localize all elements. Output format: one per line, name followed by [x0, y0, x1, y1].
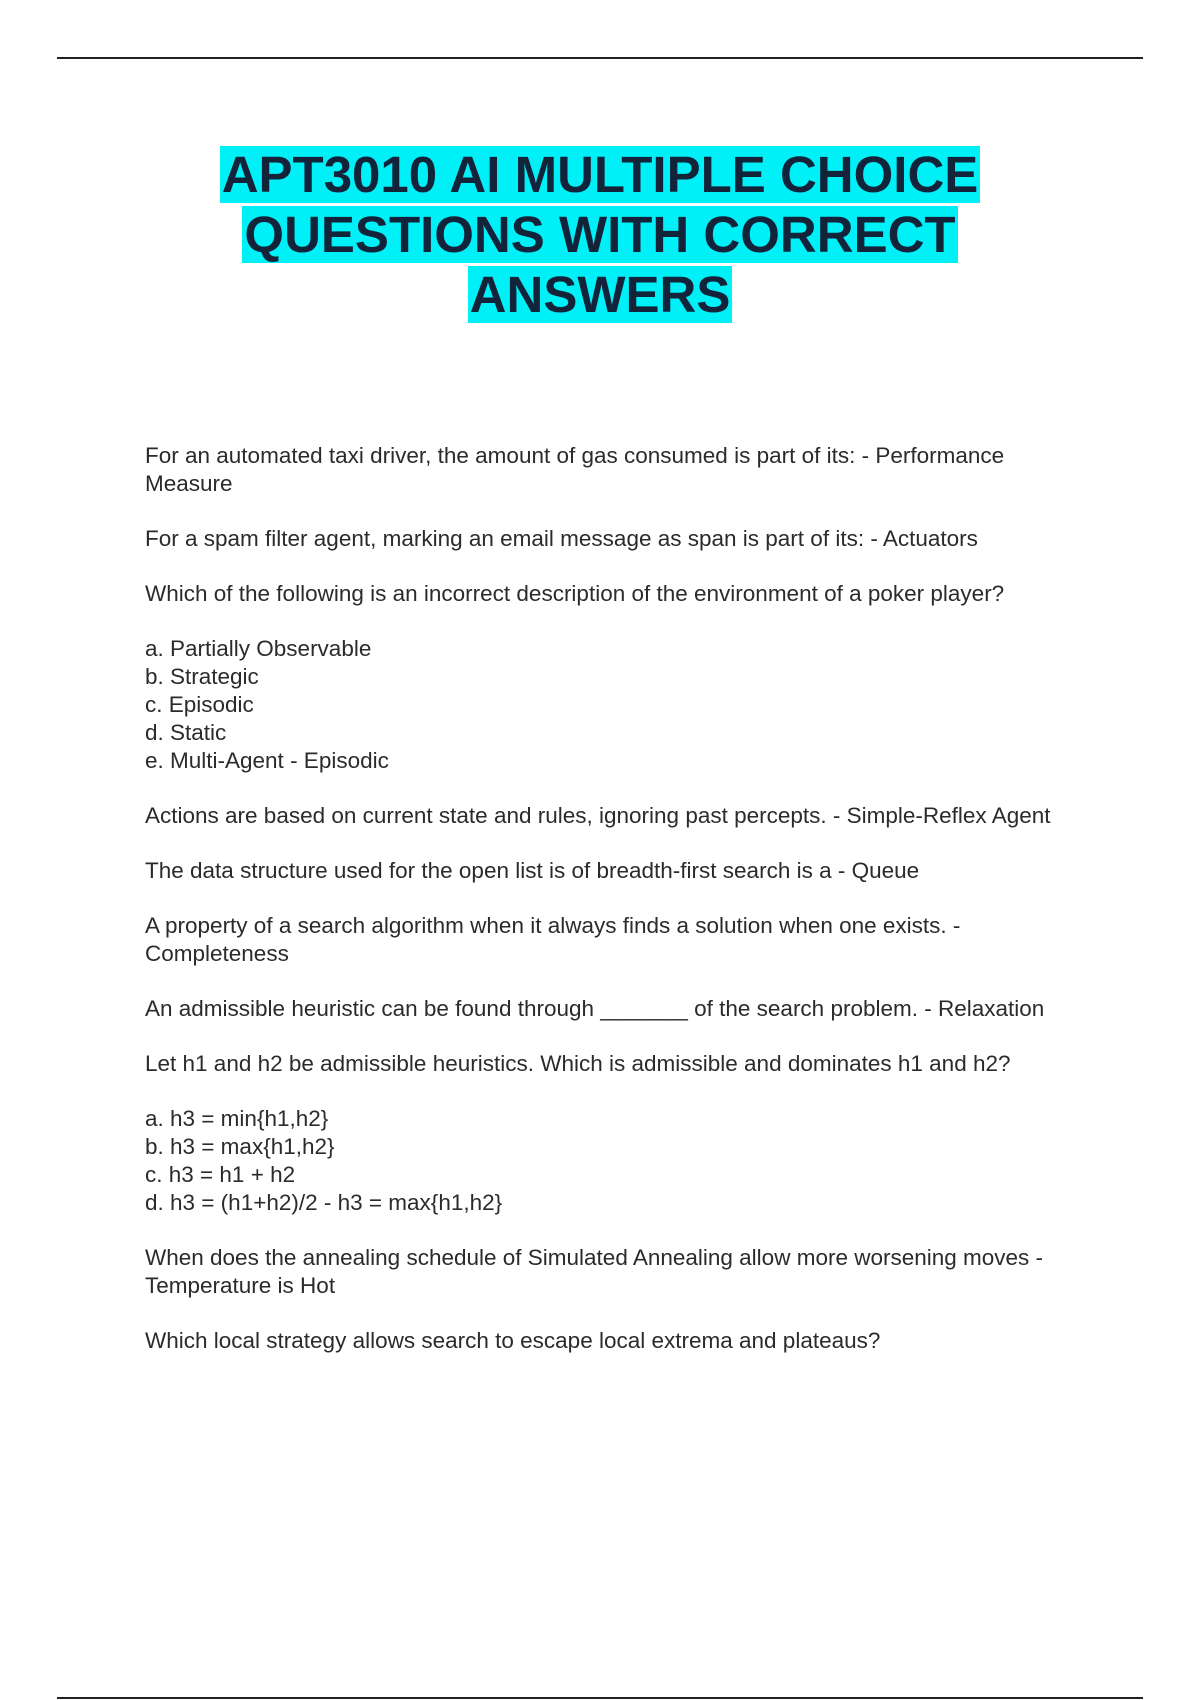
question-item: Actions are based on current state and rules, ignoring past percepts. - Simple-Reflex Agent [145, 803, 1051, 828]
question-item: A property of a search algorithm when it always finds a solution when one exists. - Completeness [145, 913, 961, 966]
option-item: a. h3 = min{h1,h2} [145, 1106, 329, 1131]
question-item: Let h1 and h2 be admissible heuristics. Which is admissible and dominates h1 and h2? [145, 1051, 1011, 1076]
question-item: Which local strategy allows search to escape local extrema and plateaus? [145, 1328, 881, 1353]
option-item: e. Multi-Agent - Episodic [145, 748, 389, 773]
bottom-rule [57, 1697, 1143, 1699]
option-item: b. Strategic [145, 664, 259, 689]
title-line-1: APT3010 AI MULTIPLE CHOICE [221, 146, 979, 203]
top-rule [57, 57, 1143, 59]
option-item: d. h3 = (h1+h2)/2 - h3 = max{h1,h2} [145, 1190, 503, 1215]
question-item: An admissible heuristic can be found through _______ of the search problem. - Relaxation [145, 996, 1045, 1021]
question-list [145, 442, 1085, 1382]
option-item: d. Static [145, 720, 227, 745]
option-item: c. Episodic [145, 692, 254, 717]
title-line-3: ANSWERS [469, 266, 731, 323]
question-item: For an automated taxi driver, the amount of gas consumed is part of its: - Performance Measure [145, 443, 1005, 496]
option-list-poker [145, 635, 1085, 775]
question-item: For a spam filter agent, marking an email message as span is part of its: - Actuators [145, 526, 978, 551]
question-item: Which of the following is an incorrect description of the environment of a poker player? [145, 581, 1005, 606]
option-item: b. h3 = max{h1,h2} [145, 1134, 335, 1159]
option-item: a. Partially Observable [145, 636, 372, 661]
question-item: When does the annealing schedule of Simulated Annealing allow more worsening moves - Temperature is Hot [145, 1245, 1044, 1298]
option-item: c. h3 = h1 + h2 [145, 1162, 296, 1187]
title-line-2: QUESTIONS WITH CORRECT [244, 206, 956, 263]
option-list-heuristic [145, 1105, 1085, 1217]
document-title [100, 145, 1100, 325]
question-item: The data structure used for the open list is of breadth-first search is a - Queue [145, 858, 920, 883]
title-block [100, 145, 1100, 325]
